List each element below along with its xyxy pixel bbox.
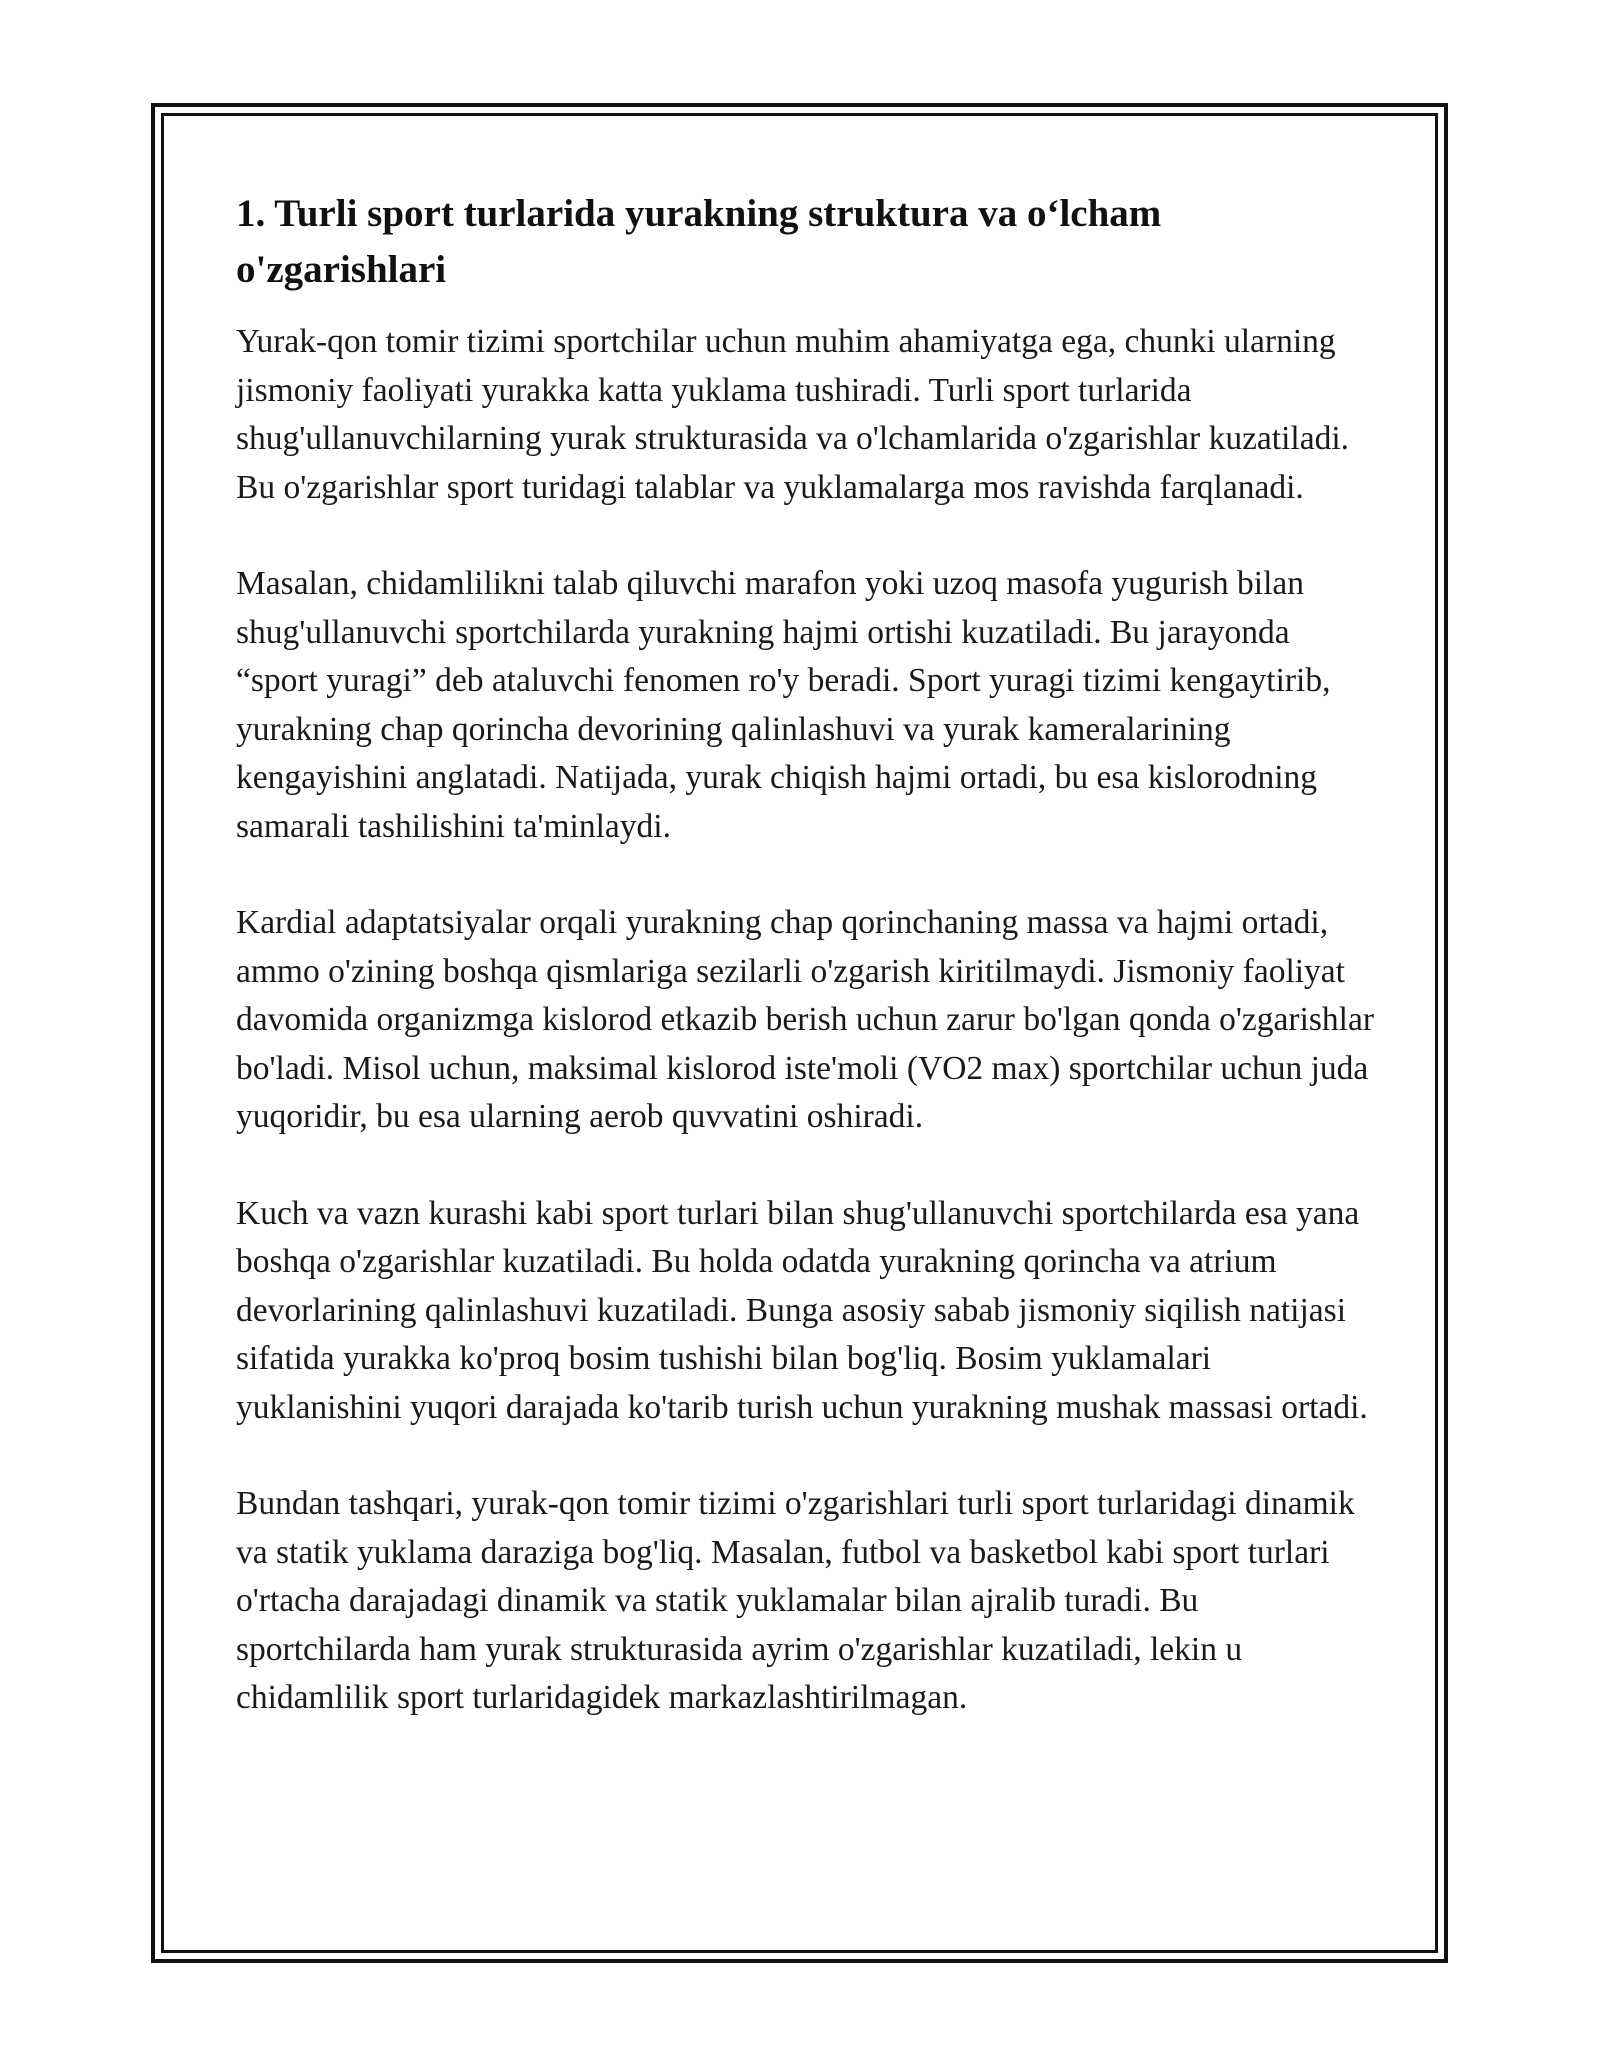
paragraph-3: Kardial adaptatsiyalar orqali yurakning chap qorinchaning massa va hajmi ortadi, ammo o'zining boshqa qismlariga sezilarli o'zgarish kiritilmaydi. Jismoniy faoliyat davomida organizmga kislorod etkazib berish uchun zarur bo'lgan qonda o'zgarishlar bo'ladi. Misol uchun, maksimal kislorod iste'moli (VO2 max) sportchilar uchun juda yuqoridir, bu esa ularning aerob quvvatini oshiradi. [236,904,1375,1135]
paragraph-5: Bundan tashqari, yurak-qon tomir tizimi o'zgarishlari turli sport turlaridagi dinamik va statik yuklama daraziga bog'liq. Masalan, futbol va basketbol kabi sport turlari o'rtacha darajadagi dinamik va statik yuklamalar bilan ajralib turadi. Bu sportchilarda ham yurak strukturasida ayrim o'zgarishlar kuzatiladi, lekin u chidamlilik sport turlaridagidek markazlashtirilmagan. [236,1485,1355,1716]
document-body [236,186,1376,1771]
section-heading: 1. Turli sport turlarida yurakning struktura va o‘lcham o'zgarishlari [236,192,1162,291]
paragraph-2: Masalan, chidamlilikni talab qiluvchi marafon yoki uzoq masofa yugurish bilan shug'ullanuvchi sportchilarda yurakning hajmi ortishi kuzatiladi. Bu jarayonda “sport yuragi” deb ataluvchi fenomen ro'y beradi. Sport yuragi tizimi kengaytirib, yurakning chap qorincha devorining qalinlashuvi va yurak kameralarining kengayishini anglatadi. Natijada, yurak chiqish hajmi ortadi, bu esa kislorodning samarali tashilishini ta'minlaydi. [236,565,1331,845]
paragraph-4: Kuch va vazn kurashi kabi sport turlari bilan shug'ullanuvchi sportchilarda esa yana boshqa o'zgarishlar kuzatiladi. Bu holda odatda yurakning qorincha va atrium devorlarining qalinlashuvi kuzatiladi. Bunga asosiy sabab jismoniy siqilish natijasi sifatida yurakka ko'proq bosim tushishi bilan bog'liq. Bosim yuklamalari yuklanishini yuqori darajada ko'tarib turish uchun yurakning mushak massasi ortadi. [236,1194,1368,1426]
paragraph-1: Yurak-qon tomir tizimi sportchilar uchun muhim ahamiyatga ega, chunki ularning jismoniy faoliyati yurakka katta yuklama tushiradi. Turli sport turlarida shug'ullanuvchilarning yurak strukturasida va o'lchamlarida o'zgarishlar kuzatiladi. Bu o'zgarishlar sport turidagi talablar va yuklamalarga mos ravishda farqlanadi. [236,323,1350,506]
